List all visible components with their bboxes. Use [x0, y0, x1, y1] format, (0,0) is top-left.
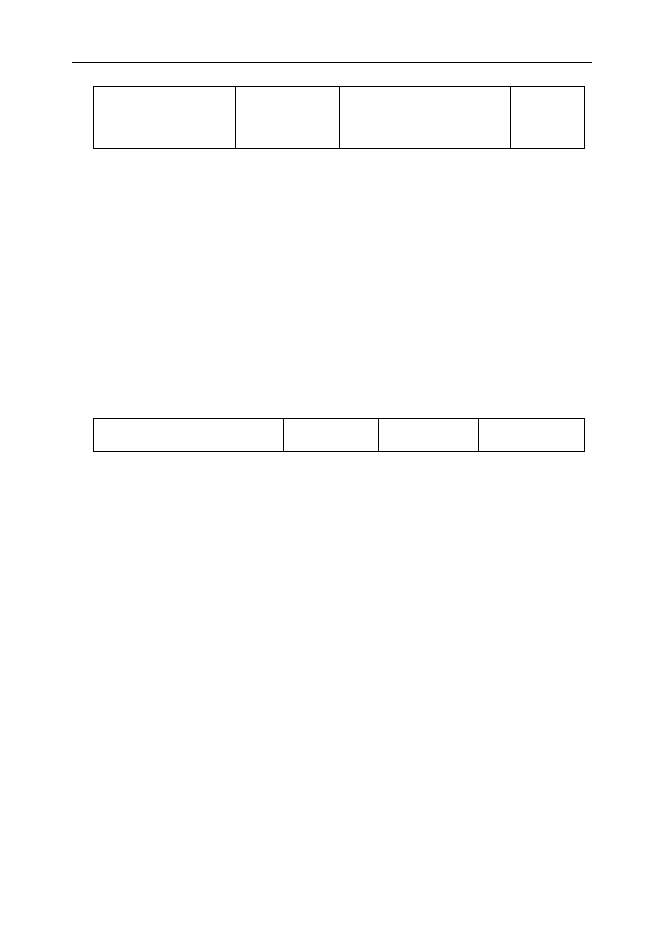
non-recurring-gains-table [93, 418, 585, 452]
column-header-item [94, 419, 284, 452]
table-header-row [94, 419, 585, 452]
column-header-prior-year-end [340, 87, 511, 149]
column-header-change [511, 87, 585, 149]
table-cell [94, 87, 236, 149]
column-header-remark [479, 419, 585, 452]
column-header-period-end [236, 87, 340, 149]
column-header-current-amount [284, 419, 379, 452]
column-header-ytd-amount [379, 419, 479, 452]
header-divider [72, 62, 592, 63]
table-row [94, 87, 585, 149]
financial-indicators-table [93, 86, 585, 149]
